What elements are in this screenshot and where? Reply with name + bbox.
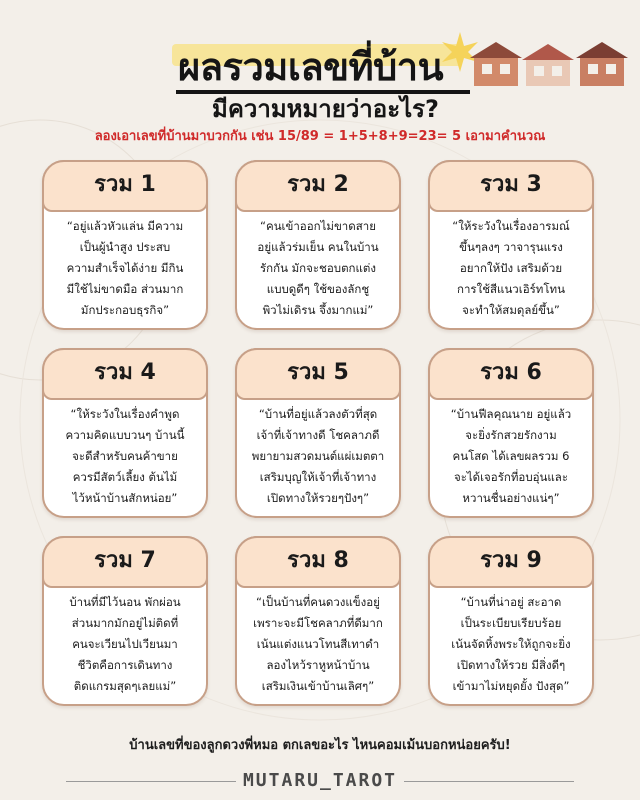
card-header [428, 536, 594, 588]
card-text: บ้านที่มีไว้นอน พักผ่อน ส่วนมากมักอยู่ไม่ติดที่ คนจะเวียนไปเวียนมา ชีวิตคือการเดินทาง ติดแกรมสุดๆเลยแม่” [69, 595, 181, 693]
card-header [42, 348, 208, 400]
card-text: “บ้านที่อยู่แล้วลงตัวที่สุด เจ้าที่เจ้าทางดี โชคลาภดี พยายามสวดมนต์แผ่เมตตา เสริมบุญให้เจ้าที่เจ้าทาง เปิดทางให้รวยๆปังๆ” [251, 407, 385, 505]
card-sum-9 [428, 536, 594, 706]
card-sum-7 [42, 536, 208, 706]
brand-name: MUTARU_TAROT [242, 770, 398, 791]
card-text: “บ้านฟีลคุณนาย อยู่แล้ว จะยิ่งรักสวยรักงาม คนโสด ได้เลขผลรวม 6 จะได้เจอรักที่อบอุ่นและ หวานชื่นอย่างแน่ๆ” [450, 407, 572, 505]
card-text: “คนเข้าออกไม่ขาดสาย อยู่แล้วร่มเย็น คนในบ้าน รักกัน มักจะชอบตกแต่ง แบบดูดีๆ ใช้ของลักชู พิวไม่เดิรน จึ้งมากแม่” [257, 219, 379, 317]
card-header [235, 536, 401, 588]
card-header [235, 348, 401, 400]
card-text: “บ้านที่น่าอยู่ สะอาด เป็นระเบียบเรียบร้อย เน้นจัดหิ้งพระให้ถูกจะยิ่ง เปิดทางให้รวย มีสิ่งดีๆ เข้ามาไม่หยุดยั้ง ปังสุด” [451, 595, 571, 693]
card-text: “ให้ระวังในเรื่องคำพูด ความคิดแบบวนๆ บ้านนี้ จะดีสำหรับคนค้าขาย ควรมีสัตว์เลี้ยง ต้นไม้ ไว้หน้าบ้านสักหน่อย” [65, 407, 185, 505]
card-title: รวม 5 [287, 360, 349, 385]
card-sum-5 [235, 348, 401, 518]
footer-note: บ้านเลขที่ของลูกดวงพี่หมอ ตกเลขอะไร ไหนคอมเม้นบอกหน่อยครับ! [129, 738, 511, 753]
card-title: รวม 8 [287, 548, 349, 573]
card-title: รวม 9 [480, 548, 542, 573]
card-sum-2 [235, 160, 401, 330]
card-title: รวม 6 [480, 360, 542, 385]
card-text: “เป็นบ้านที่คนดวงแข็งอยู่ เพราะจะมีโชคลาภที่ดีมาก เน้นแต่งแนวโทนสีเทาดำ ลองไหว้ราหูหน้าบ้าน เสริมเงินเข้าบ้านเลิศๆ” [253, 595, 383, 693]
page-subtitle: มีความหมายว่าอะไร? [212, 95, 439, 123]
card-sum-3 [428, 160, 594, 330]
card-text: “อยู่แล้วหัวแล่น มีความ เป็นผู้นำสูง ประสบ ความสำเร็จได้ง่าย มีกิน มีใช้ไม่ขาดมือ ส่วนมาก มักประกอบธุรกิจ” [66, 219, 184, 317]
card-sum-8 [235, 536, 401, 706]
card-text: “ให้ระวังในเรื่องอารมณ์ ขึ้นๆลงๆ วาจารุนแรง อยากให้ปัง เสริมด้วย การใช้สีแนวเอิร์ทโทน จะทำให้สมดุลย์ขึ้น” [452, 219, 570, 317]
card-header [235, 160, 401, 212]
card-header [42, 536, 208, 588]
card-title: รวม 3 [480, 172, 542, 197]
card-sum-1 [42, 160, 208, 330]
card-sum-6 [428, 348, 594, 518]
instruction-text: ลองเอาเลขที่บ้านมาบวกกัน เช่น 15/89 = 1+5+8+9=23= 5 เอามาคำนวณ [94, 129, 546, 144]
card-title: รวม 1 [94, 172, 156, 197]
card-title: รวม 4 [94, 360, 156, 385]
card-header [428, 160, 594, 212]
card-header [428, 348, 594, 400]
card-title: รวม 7 [94, 548, 156, 573]
page-title: ผลรวมเลขที่บ้าน [178, 45, 444, 89]
card-title: รวม 2 [287, 172, 349, 197]
card-header [42, 160, 208, 212]
houses-illustration [470, 38, 630, 88]
card-sum-4 [42, 348, 208, 518]
